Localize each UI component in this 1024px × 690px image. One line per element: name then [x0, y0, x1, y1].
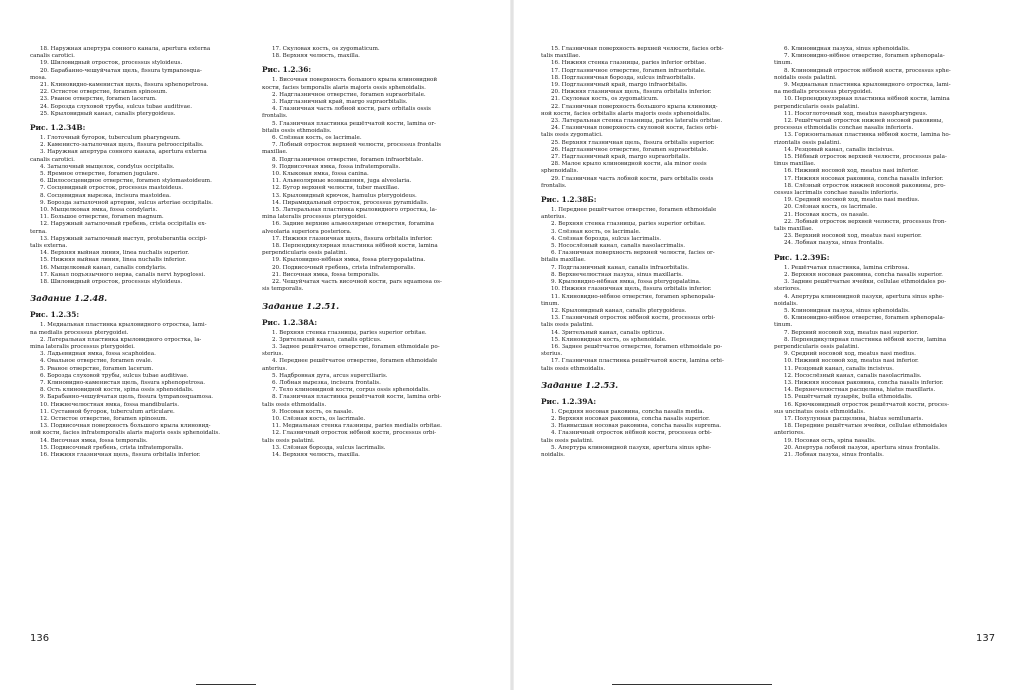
list-item: 23. Верхний носовой ход, meatus nasi superior.: [784, 233, 922, 240]
list-item: 2. Надглазничное отверстие, foramen supraorbitale.: [272, 91, 426, 98]
list-item: 1. Средняя носовая раковина, concha nasalis media.: [551, 408, 705, 415]
list-item: 17. Нижняя глазничная щель, fissura orbitalis inferior.: [272, 235, 433, 242]
list-item-continuation: steriores.: [774, 286, 801, 293]
list-item: 11. Большое отверстие, foramen magnum.: [40, 214, 164, 221]
list-item: 18. Слёзный отросток нижней носовой раковины, pro-: [784, 182, 946, 189]
list-item: 12. Крыловидный канал, canalis pterygoideus.: [551, 307, 687, 314]
task-heading: Задание 1.2.48.: [30, 294, 108, 305]
list-item-continuation: cessus lacrimalis conchae nasalis inferioris.: [774, 190, 899, 197]
page-right: [512, 0, 1024, 690]
list-item-continuation: sterius.: [262, 351, 284, 358]
list-item: 9. Подвисочная ямка, fossa infratemporalis.: [272, 163, 401, 170]
list-item: 13. Наружный затылочный выступ, protuberantia occipi-: [40, 235, 208, 242]
list-item-continuation: anterius.: [541, 214, 567, 221]
list-item: 14. Височная ямка, fossa temporalis.: [40, 437, 148, 444]
list-item: 15. Латеральная пластинка крыловидного отростка, la-: [272, 207, 437, 214]
list-item: 3. Надглазничный край, margo supraorbitalis.: [272, 99, 408, 106]
list-item: 16. Нижняя глазничная щель, fissura orbitalis inferior.: [40, 451, 201, 458]
list-item: 26. Надглазничное отверстие, foramen supraorbitale.: [551, 146, 709, 153]
list-item: 4. Овальное отверстие, foramen ovale.: [40, 358, 153, 365]
list-item: 23. Рваное отверстие, foramen lacerum.: [40, 96, 157, 103]
list-item: 23. Латеральная стенка глазницы, paries lateralis orbitae.: [551, 118, 723, 125]
list-item: 3. Ладьевидная ямка, fossa scaphoidea.: [40, 351, 156, 358]
list-item-continuation: na medialis processus pterygoidei.: [774, 89, 873, 96]
list-item: 8. Подглазничное отверстие, foramen infraorbitale.: [272, 156, 424, 163]
list-item-continuation: sus uncinatus ossis ethmoidalis.: [774, 408, 865, 415]
list-item: 19. Средний носовой ход, meatus nasi medius.: [784, 197, 920, 204]
list-item: 11. Альвеолярные возвышения, juga alveolaria.: [272, 178, 412, 185]
list-item-continuation: processus ethmoidalis conchae nasalis inferioris.: [774, 125, 914, 132]
list-item: 5. Клиновидная пазуха, sinus sphenoidalis.: [784, 307, 910, 314]
list-item: 22. Глазничная поверхность большого крыла клиновид-: [551, 103, 718, 110]
list-item: 3. Слёзная кость, os lacrimale.: [551, 228, 641, 235]
list-item: 24. Борозда слуховой трубы, sulcus tubae auditivae.: [40, 103, 193, 110]
list-item: 12. Решётчатый отросток нижней носовой раковины,: [784, 118, 944, 125]
list-item: 4. Глазничная часть лобной кости, pars orbitalis ossis: [272, 106, 431, 113]
list-item: 1. Медиальная пластинка крыловидного отростка, lami-: [40, 322, 207, 329]
list-item: 1. Переднее решётчатое отверстие, foramen ethmoidale: [551, 207, 717, 214]
list-item: 17. Канал подъязычного нерва, canalis nervi hypoglossi.: [40, 271, 206, 278]
list-item-continuation: talis externa.: [30, 243, 68, 250]
list-item: 2. Верхняя стенка глазницы, paries superior orbitae.: [551, 221, 706, 228]
figure-heading: Рис. 1.2.39Б:: [774, 252, 830, 262]
list-item-continuation: ной кости, facies orbitalis alaris majoris ossis sphenoidalis.: [541, 110, 711, 117]
list-item: 6. Лобная вырезка, incisura frontalis.: [272, 379, 381, 386]
task-heading: Задание 1.2.53.: [541, 380, 619, 391]
list-item: 2. Верхняя носовая раковина, concha nasalis superior.: [551, 415, 710, 422]
list-item: 19. Шиловидный отросток, processus styloideus.: [40, 60, 183, 67]
list-item: 27. Надглазничный край, margo supraorbitalis.: [551, 154, 691, 161]
list-item: 20. Нижняя глазничная щель, fissura orbitalis inferior.: [551, 89, 712, 96]
list-item-continuation: talis ossis palatini.: [262, 437, 315, 444]
list-item: 13. Горизонтальная пластинка нёбной кости, lamina ho-: [784, 132, 951, 139]
list-item: 9. Средний носовой ход, meatus nasi medius.: [784, 351, 916, 358]
column-1: [30, 46, 252, 646]
list-item: 1. Височная поверхность большого крыла клиновидной: [272, 77, 438, 84]
list-item: 14. Верхняя выйная линия, linea nuchalis superior.: [40, 250, 190, 257]
list-item: 8. Ость клиновидной кости, spina ossis sphenoidalis.: [40, 387, 194, 394]
figure-heading: Рис. 1.2.39А:: [541, 396, 597, 406]
list-item: 22. Остистое отверстие, foramen spinosum.: [40, 89, 168, 96]
list-item: 17. Нижняя носовая раковина, concha nasalis inferior.: [784, 175, 944, 182]
list-item: 2. Верхняя носовая раковина, concha nasalis superior.: [784, 271, 943, 278]
list-item-continuation: talis ossis zygomatici.: [541, 132, 603, 139]
list-item: 12. Остистое отверстие, foramen spinosum.: [40, 415, 168, 422]
list-item: 16. Мыщелковый канал, canalis condylaris.: [40, 264, 167, 271]
list-item: 7. Лобный отросток верхней челюсти, processus frontalis: [272, 142, 441, 149]
list-item: 16. Заднее решётчатое отверстие, foramen ethmoidale po-: [551, 343, 723, 350]
list-item: 21. Лобная пазуха, sinus frontalis.: [784, 451, 884, 458]
list-item: 9. Медиальная пластинка крыловидного отростка, lami-: [784, 82, 951, 89]
list-item: 8. Сосцевидная вырезка, incisura mastoidea.: [40, 192, 171, 199]
list-item: 11. Медиальная стенка глазницы, paries medialis orbitae.: [272, 423, 442, 430]
list-item: 13. Глазничный отросток нёбной кости, processus orbi-: [551, 315, 716, 322]
list-item: 13. Нижняя носовая раковина, concha nasalis inferior.: [784, 379, 944, 386]
list-item-continuation: talis ossis ethmoidalis.: [262, 401, 327, 408]
list-item: 9. Барабанно-чешуйчатая щель, fissura tympanosquamosa.: [40, 394, 214, 401]
list-item: 14. Верхняя челюсть, maxilla.: [272, 451, 360, 458]
list-item: 20. Слёзная кость, os lacrimale.: [784, 204, 878, 211]
list-item-continuation: tinum.: [774, 60, 793, 67]
list-item: 15. Подвисочный гребень, crista infratemporalis.: [40, 444, 184, 451]
list-item-continuation: bitalis maxillae.: [541, 257, 586, 264]
list-item: 4. Апертура клиновидной пазухи, apertura sinus sphe-: [784, 293, 944, 300]
list-item: 18. Перпендикулярная пластинка нёбной кости, lamina: [272, 243, 438, 250]
list-item-continuation: canalis carotici.: [30, 156, 75, 163]
list-item-continuation: mina lateralis processus pterygoidei.: [262, 214, 367, 221]
bottom-rule-left: [196, 684, 256, 685]
list-item: 19. Крыловидно-нёбная ямка, fossa pterygopalatina.: [272, 257, 426, 264]
list-item-continuation: sis temporalis.: [262, 286, 304, 293]
column-2: [262, 46, 484, 646]
list-item: 28. Малое крыло клиновидной кости, ala minor ossis: [551, 161, 707, 168]
list-item: 2. Каменисто-затылочная щель, fissura petrooccipitalis.: [40, 142, 204, 149]
list-item: 17. Подглазничное отверстие, foramen infraorbitale.: [551, 67, 706, 74]
list-item: 4. Слёзная борозда, sulcus lacrimalis.: [551, 235, 661, 242]
list-item: 21. Височная ямка, fossa temporalis.: [272, 271, 380, 278]
list-item: 25. Крыловидный канал, canalis pterygoideus.: [40, 110, 176, 117]
list-item-continuation: mosa.: [30, 74, 47, 81]
list-item: 5. Носослёзный канал, canalis nasolacrimalis.: [551, 243, 685, 250]
list-item: 20. Барабанно-чешуйчатая щель, fissura tympanosqua-: [40, 67, 202, 74]
list-item: 14. Зрительный канал, canalis opticus.: [551, 329, 665, 336]
list-item-continuation: maxillae.: [262, 149, 288, 156]
list-item: 7. Клиновидно-каменистая щель, fissura sphenopetrosa.: [40, 379, 205, 386]
list-item-continuation: ной кости, facies infratemporalis alaris majoris ossis sphenoidalis.: [30, 430, 221, 437]
list-item: 4. Переднее решётчатое отверстие, foramen ethmoidale: [272, 358, 438, 365]
list-item: 10. Клыковая ямка, fossa canina.: [272, 171, 369, 178]
figure-heading: Рис. 1.2.38А:: [262, 317, 318, 327]
list-item: 10. Мыщелковая ямка, fossa condylaris.: [40, 207, 158, 214]
list-item: 19. Подглазничный край, margo infraorbitalis.: [551, 82, 688, 89]
bottom-rule-right: [612, 684, 772, 685]
list-item: 16. Задние верхние альвеолярные отверстия, foramina: [272, 221, 434, 228]
list-item: 4. Глазничный отросток нёбной кости, processus orbi-: [551, 430, 712, 437]
list-item: 15. Глазничная поверхность верхней челюсти, facies orbi-: [551, 46, 724, 52]
list-item: 15. Нижняя выйная линия, linea nuchalis inferior.: [40, 257, 187, 264]
list-item: 12. Носослёзный канал, canalis nasolacrimalis.: [784, 372, 922, 379]
list-item: 20. Апертура лобной пазухи, apertura sinus frontalis.: [784, 444, 940, 451]
column-3: [541, 46, 759, 646]
list-item-continuation: terna.: [30, 228, 47, 235]
list-item: 9. Носовая кость, os nasale.: [272, 408, 354, 415]
list-item: 1. Верхняя стенка глазницы, paries superior orbitae.: [272, 329, 427, 336]
list-item: 8. Клиновидный отросток нёбной кости, processus sphe-: [784, 67, 951, 74]
list-item-continuation: alveolaria superiora posteriora.: [262, 228, 352, 235]
list-item: 10. Нижнечелюстная ямка, fossa mandibularis.: [40, 401, 180, 408]
list-item: 3. Наружная апертура сонного канала, apertura externa: [40, 149, 207, 156]
column-4: [774, 46, 996, 646]
list-item: 14. Верхнечелюстная расщелина, hiatus maxillaris.: [784, 387, 936, 394]
list-item: 5. Апертура клиновидной пазухи, apertura sinus sphe-: [551, 444, 711, 451]
list-item-continuation: bitalis ossis ethmoidalis.: [262, 127, 332, 134]
list-item: 7. Клиновидно-нёбное отверстие, foramen sphenopala-: [784, 53, 945, 60]
list-item: 12. Бугор верхней челюсти, tuber maxillae.: [272, 185, 400, 192]
list-item: 5. Надбровная дуга, arcus superciliaris.: [272, 372, 388, 379]
list-item: 10. Перпендикулярная пластинка нёбной кости, lamina: [784, 96, 950, 103]
list-item: 10. Нижняя глазничная щель, fissura orbitalis inferior.: [551, 286, 712, 293]
list-item: 8. Верхнечелюстная пазуха, sinus maxillaris.: [551, 271, 683, 278]
list-item-continuation: frontalis.: [541, 182, 567, 189]
list-item-continuation: anteriores.: [774, 430, 805, 437]
list-item-continuation: noidalis.: [774, 300, 798, 307]
list-item: 5. Яремное отверстие, foramen jugulare.: [40, 171, 160, 178]
list-item: 4. Затылочный мыщелок, condylus occipitalis.: [40, 163, 175, 170]
page-number-left: 136: [30, 633, 50, 644]
list-item: 18. Передние решётчатые ячейки, cellulae ethmoidales: [784, 423, 948, 430]
list-item: 15. Клиновидная кость, os sphenoidale.: [551, 336, 667, 343]
list-item: 7. Сосцевидный отросток, processus mastoideus.: [40, 185, 183, 192]
list-item: 18. Шиловидный отросток, processus styloideus.: [40, 279, 183, 286]
figure-heading: Рис. 1.2.36:: [262, 65, 312, 75]
list-item: 6. Глазничная поверхность верхней челюсти, facies or-: [551, 250, 715, 257]
list-item: 16. Крючковидный отросток решётчатой кости, proces-: [784, 401, 950, 408]
list-item: 15. Решётчатый пузырёк, bulla ethmoidalis.: [784, 394, 913, 401]
list-item-continuation: sphenoidalis.: [541, 168, 579, 175]
list-item-continuation: noidalis.: [541, 451, 565, 458]
list-item: 21. Носовая кость, os nasale.: [784, 211, 869, 218]
list-item: 18. Подглазничная борозда, sulcus infraorbitalis.: [551, 74, 696, 81]
list-item: 6. Слёзная кость, os lacrimale.: [272, 135, 362, 142]
list-item: 24. Глазничная поверхность скуловой кости, facies orbi-: [551, 125, 719, 132]
list-item: 3. Задние решётчатые ячейки, cellulae ethmoidales po-: [784, 279, 947, 286]
list-item: 8. Перпендикулярная пластинка нёбной кости, lamina: [784, 336, 947, 343]
list-item: 6. Клиновидно-нёбное отверстие, foramen sphenopala-: [784, 315, 945, 322]
list-item-continuation: кости, facies temporalis alaris majoris ossis sphenoidalis.: [262, 84, 426, 91]
list-item: 16. Нижняя стенка глазницы, paries inferior orbitae.: [551, 60, 707, 67]
list-item: 12. Глазничный отросток нёбной кости, processus orbi-: [272, 430, 437, 437]
list-item: 17. Глазничная пластинка решётчатой кости, lamina orbi-: [551, 358, 724, 365]
list-item: 1. Глоточный бугорок, tuberculum pharyngeum.: [40, 135, 181, 142]
list-item: 7. Подглазничный канал, canalis infraorbitalis.: [551, 264, 689, 271]
list-item-continuation: sterius.: [541, 351, 563, 358]
list-item: 11. Резцовый канал, canalis incisivus.: [784, 365, 894, 372]
list-item: 7. Тело клиновидной кости, corpus ossis sphenoidalis.: [272, 387, 430, 394]
list-item-continuation: talis ossis ethmoidalis.: [541, 365, 606, 372]
list-item: 21. Клиновидно-каменистая щель, fissura sphenopetrosa.: [40, 82, 209, 89]
task-heading: Задание 1.2.51.: [262, 301, 340, 312]
list-item: 11. Носоглоточный ход, meatus nasopharyngeus.: [784, 110, 928, 117]
list-item: 18. Наружная апертура сонного канала, apertura externa: [40, 46, 211, 52]
list-item: 9. Борозда затылочной артерии, sulcus arteriae occipitalis.: [40, 199, 213, 206]
list-item: 22. Чешуйчатая часть височной кости, pars squamosa os-: [272, 279, 442, 286]
list-item: 18. Верхняя челюсть, maxilla.: [272, 53, 360, 60]
list-item: 29. Глазничная часть лобной кости, pars orbitalis ossis: [551, 175, 714, 182]
list-item: 5. Глазничная пластинка решётчатой кости, lamina or-: [272, 120, 436, 127]
list-item: 2. Латеральная пластинка крыловидного отростка, la-: [40, 336, 202, 343]
list-item: 10. Нижний носовой ход, meatus nasi inferior.: [784, 358, 919, 365]
list-item-continuation: tinum.: [541, 300, 560, 307]
list-item-continuation: rizontalis ossis palatini.: [774, 139, 841, 146]
list-item: 8. Глазничная пластинка решётчатой кости, lamina orbi-: [272, 394, 442, 401]
figure-heading: Рис. 1.2.38Б:: [541, 195, 597, 205]
page-number-right: 137: [976, 633, 996, 644]
list-item: 3. Наивысшая носовая раковина, concha nasalis suprema.: [551, 423, 722, 430]
list-item: 14. Резцовый канал, canalis incisivus.: [784, 146, 894, 153]
list-item-continuation: anterius.: [262, 365, 288, 372]
list-item: 25. Верхняя глазничная щель, fissura orbitalis superior.: [551, 139, 715, 146]
list-item: 17. Скуловая кость, os zygomaticum.: [272, 46, 380, 52]
list-item-continuation: talis maxillae.: [774, 226, 814, 233]
list-item: 21. Скуловая кость, os zygomaticum.: [551, 96, 659, 103]
list-item: 9. Крыловидно-нёбная ямка, fossa pterygopalatina.: [551, 279, 701, 286]
list-item: 15. Нёбный отросток верхней челюсти, processus pala-: [784, 154, 947, 161]
list-item: 13. Слёзная борозда, sulcus lacrimalis.: [272, 444, 386, 451]
list-item: 17. Полулунная расщелина, hiatus semilunaris.: [784, 415, 924, 422]
list-item-continuation: talis maxillae.: [541, 53, 581, 60]
list-item: 11. Суставной бугорок, tuberculum articulare.: [40, 408, 175, 415]
list-item: 7. Верхний носовой ход, meatus nasi superior.: [784, 329, 919, 336]
list-item: 11. Клиновидно-нёбное отверстие, foramen sphenopala-: [551, 293, 716, 300]
list-item-continuation: talis ossis palatini.: [541, 437, 594, 444]
list-item-continuation: canalis carotici.: [30, 53, 75, 60]
list-item: 2. Зрительный канал, canalis opticus.: [272, 336, 382, 343]
list-item-continuation: perpendicularis ossis palatini.: [774, 103, 860, 110]
list-item: 5. Рваное отверстие, foramen lacerum.: [40, 365, 154, 372]
list-item: 24. Лобная пазуха, sinus frontalis.: [784, 240, 884, 247]
list-item: 6. Шилососцевидное отверстие, foramen stylomastoideum.: [40, 178, 212, 185]
list-item: 12. Наружный затылочный гребень, crista occipitalis ex-: [40, 221, 207, 228]
list-item-continuation: perpendicularis ossis palatini.: [262, 250, 348, 257]
figure-heading: Рис. 1.2.34В:: [30, 123, 86, 133]
list-item: 16. Нижний носовой ход, meatus nasi inferior.: [784, 168, 919, 175]
list-item: 6. Борозда слуховой трубы, sulcus tubae auditivae.: [40, 372, 189, 379]
list-item: 3. Заднее решётчатое отверстие, foramen ethmoidale po-: [272, 343, 440, 350]
list-item-continuation: frontalis.: [262, 113, 288, 120]
list-item-continuation: mina lateralis processus pterygoidei.: [30, 343, 135, 350]
list-item-continuation: na medialis processus pterygoidei.: [30, 329, 129, 336]
list-item: 6. Клиновидная пазуха, sinus sphenoidalis.: [784, 46, 910, 52]
list-item-continuation: tinus maxillae.: [774, 161, 816, 168]
list-item-continuation: talis ossis palatini.: [541, 322, 594, 329]
list-item: 20. Подвисочный гребень, crista infratemporalis.: [272, 264, 416, 271]
list-item: 10. Слёзная кость, os lacrimale.: [272, 415, 366, 422]
list-item: 13. Подвисочная поверхность большого крыла клиновид-: [40, 423, 211, 430]
list-item-continuation: perpendicularis ossis palatini.: [774, 343, 860, 350]
list-item: 14. Пирамидальный отросток, processus pyramidalis.: [272, 199, 429, 206]
list-item: 19. Носовая ость, spina nasalis.: [784, 437, 876, 444]
list-item: 22. Лобный отросток верхней челюсти, processus fron-: [784, 218, 947, 225]
list-item: 13. Крыловидный крючок, hamulus pterygoideus.: [272, 192, 417, 199]
figure-heading: Рис. 1.2.35:: [30, 310, 80, 320]
list-item-continuation: noidalis ossis palatini.: [774, 74, 837, 81]
list-item-continuation: tinum.: [774, 322, 793, 329]
list-item: 1. Решётчатая пластинка, lamina cribrosa.: [784, 264, 910, 271]
